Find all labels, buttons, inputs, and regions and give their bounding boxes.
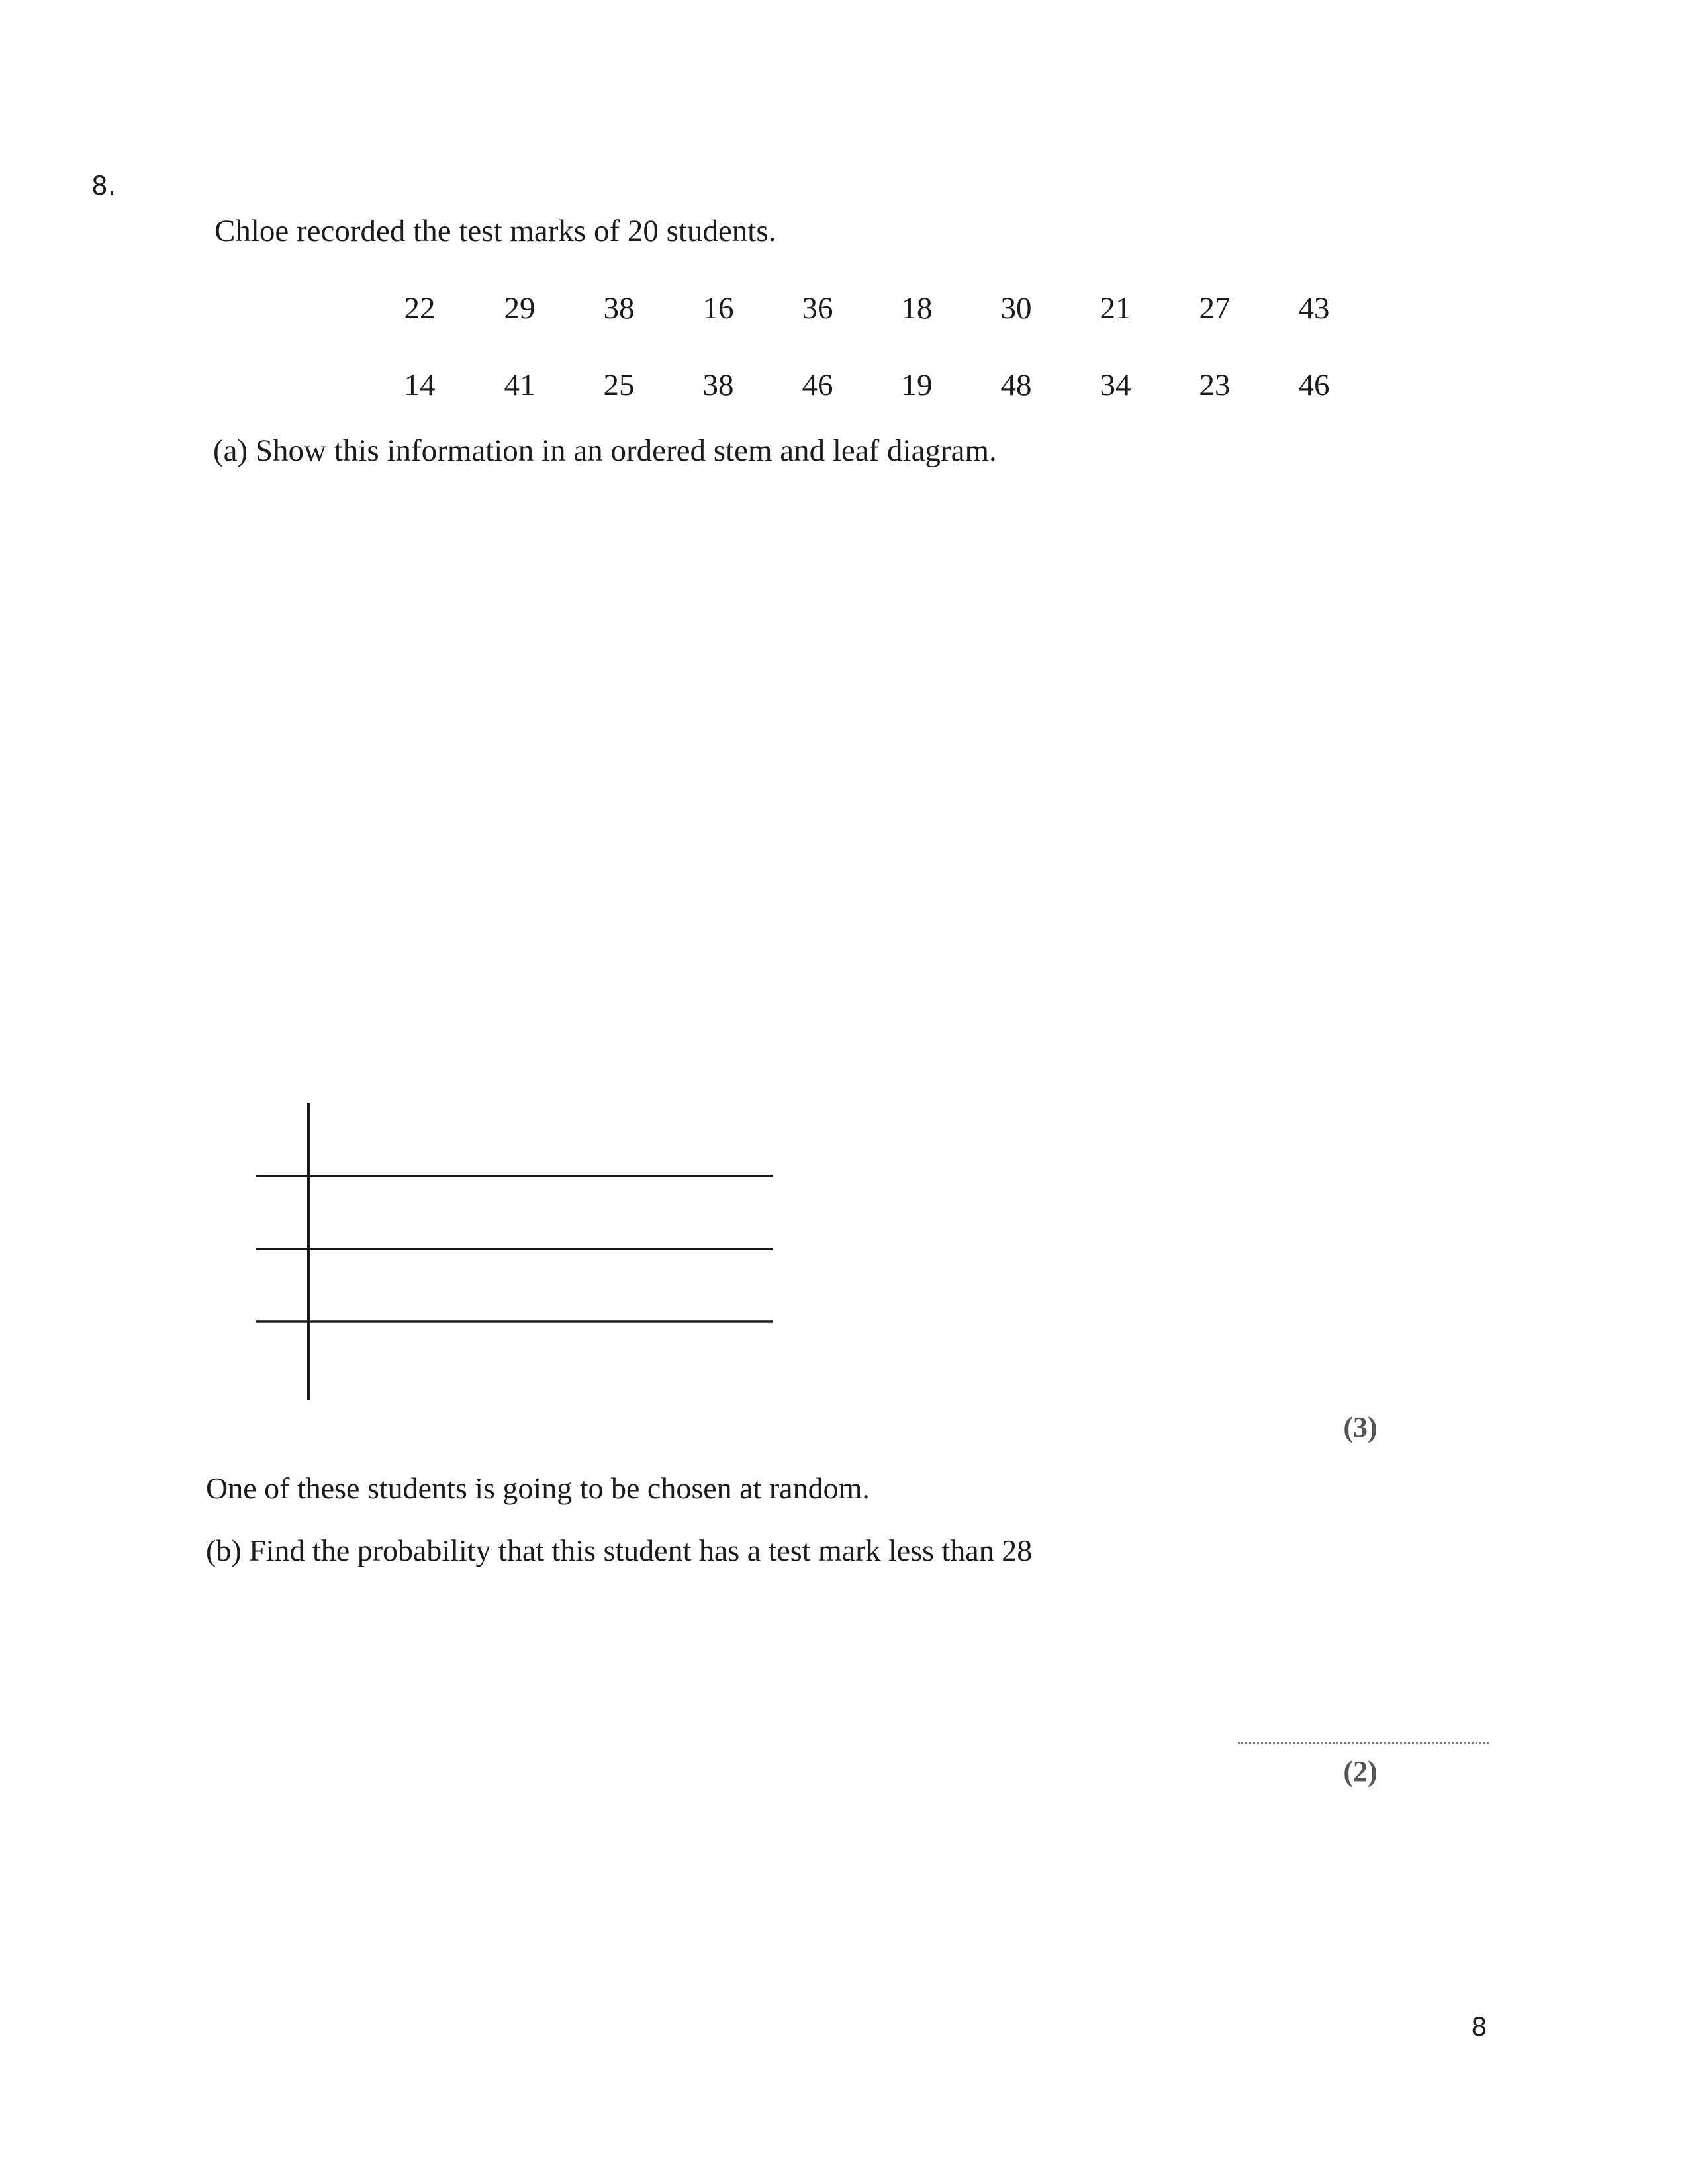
- page-number: 8: [1471, 2013, 1487, 2042]
- mark-value: 38: [603, 291, 635, 326]
- mark-value: 29: [504, 291, 536, 326]
- mark-value: 21: [1100, 291, 1131, 326]
- mark-value: 27: [1199, 291, 1231, 326]
- mark-value: 46: [802, 368, 833, 402]
- part-b-prompt: (b) Find the probability that this student has a test mark less than 28: [206, 1533, 1033, 1567]
- random-choice-statement: One of these students is going to be chosen at random.: [206, 1471, 870, 1505]
- question-intro: Chloe recorded the test marks of 20 students.: [214, 214, 776, 248]
- mark-value: 41: [504, 368, 536, 402]
- mark-value: 23: [1199, 368, 1231, 402]
- mark-value: 48: [1000, 368, 1032, 402]
- mark-value: 46: [1298, 368, 1330, 402]
- mark-value: 14: [404, 368, 436, 402]
- mark-value: 18: [901, 291, 933, 326]
- part-a-marks: (3): [1343, 1411, 1378, 1443]
- answer-line[interactable]: [1238, 1742, 1489, 1744]
- mark-value: 19: [901, 368, 933, 402]
- mark-value: 43: [1298, 291, 1330, 326]
- mark-value: 22: [404, 291, 436, 326]
- part-a-prompt: (a) Show this information in an ordered stem and leaf diagram.: [213, 433, 997, 468]
- question-number: 8.: [91, 171, 117, 201]
- mark-value: 16: [702, 291, 734, 326]
- mark-value: 25: [603, 368, 635, 402]
- mark-value: 38: [702, 368, 734, 402]
- stem-leaf-diagram-frame[interactable]: [252, 1103, 781, 1401]
- mark-value: 34: [1100, 368, 1131, 402]
- mark-value: 36: [802, 291, 833, 326]
- part-b-marks: (2): [1343, 1755, 1378, 1788]
- mark-value: 30: [1000, 291, 1032, 326]
